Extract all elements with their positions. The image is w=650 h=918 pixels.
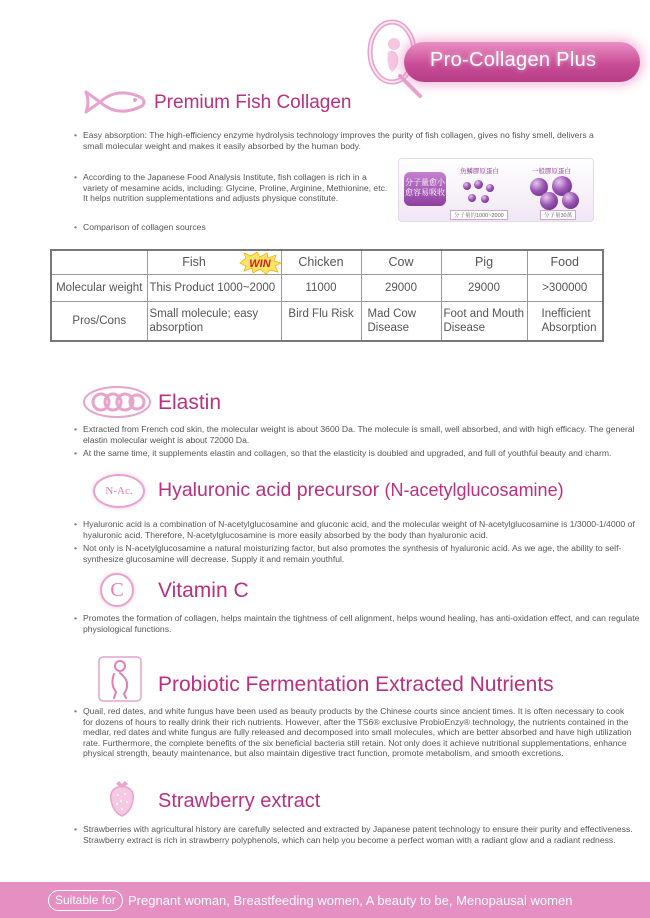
table-cell: 29000 [361,274,441,301]
table-cell: Mad Cow Disease [361,301,441,341]
strawberry-bullet-list [74,824,640,848]
fish-bullet-list-2 [74,172,392,207]
fish-bullet-1: • Easy absorption: The high-efficiency enzyme hydrolysis technology improves the purity of fish collagen, gives no fishy smell, delivers a small molecular weight and makes it easily absorbed by the human body. [74,130,606,151]
table-cell: >300000 [527,274,603,301]
table-header-cell: Cow [361,250,441,274]
suitable-for-badge: Suitable for [48,890,123,911]
strawberry-bullet-1: • Strawberries with agricultural history are carefully selected and extracted by Japanese patent technology to ensure their purity and effectiveness. Strawberry extract is rich in strawberry polyphenols, which can help you become a perfect woman with a radiant glow and a radiant redness. [74,824,640,845]
hyaluronic-bullet-2: • Not only is N-acetylglucosamine a natural moisturizing factor, but also promotes the synthesis of hyaluronic acid. As we age, the ability to self-synthesize glucosamine will decrease. Supply it and remain youthful. [74,543,640,564]
vitamin-c-icon [100,573,134,607]
vitamin-c-icon-text: C [110,578,124,601]
molecule-ball-small [468,194,476,202]
fish-icon [80,84,150,120]
comparison-left-caption: 分子量約1000~2000 [450,210,508,220]
hyaluronic-title-sub: (N-acetylglucosamine) [384,480,564,500]
probiotic-bullet-list [74,706,636,762]
hyaluronic-bullet-list [74,519,640,567]
table-cell: Inefficient Absorption [527,301,603,341]
table-header-cell: Fish [147,250,281,274]
table-row-label: Pros/Cons [51,301,147,341]
pregnant-woman-icon [98,656,142,702]
table-header-cell: Food [527,250,603,274]
probiotic-title: Probiotic Fermentation Extracted Nutrients [158,673,554,696]
table-row [51,274,603,301]
molecule-ball-small [481,195,489,203]
molecule-ball-large [540,192,558,210]
fish-bullet-3: • Comparison of collagen sources [74,222,392,233]
table-header-cell [51,250,147,274]
hyaluronic-title [158,479,564,502]
suitable-for-text: Pregnant woman, Breastfeeding women, A beauty to be, Menopausal women [128,893,573,908]
hyaluronic-title-main: Hyaluronic acid precursor [158,479,380,501]
comparison-box-label: 分子量愈小 愈容易吸收 [404,172,446,206]
molecule-ball-small [463,182,471,190]
fish-bullet-2: • According to the Japanese Food Analysis Institute, fish collagen is rich in a variety of mesamine acids, including: Glycine, Proline, Arginine, Methionine, etc. It helps nutrition supplementations and adjusts physique constitute. [74,172,392,204]
fish-collagen-title: Premium Fish Collagen [154,92,352,113]
fish-bullet-list [74,130,606,154]
win-badge-text: WIN [249,258,271,270]
molecule-ball-small [474,180,483,189]
elastin-bullet-1: • Extracted from French cod skin, the molecular weight is about 3600 Da. The molecule is small, well absorbed, and with high efficacy. The general elastin molecular weight is about 72000 Da. [74,424,640,445]
table-cell: Foot and Mouth Disease [441,301,527,341]
fish-bullet-list-3 [74,222,392,236]
elastin-icon [82,385,152,419]
win-badge-icon [238,252,282,274]
comparison-right-caption: 分子量30萬 [540,210,576,220]
vitamin-c-bullet-1: • Promotes the formation of collagen, helps maintain the tightness of cell alignment, helps wound healing, has anti-oxidation effect, and can regulate physiological functions. [74,613,642,634]
table-cell: 29000 [441,274,527,301]
probiotic-bullet-1: • Quail, red dates, and white fungus have been used as beauty products by the Chinese courts since ancient times. It is often necessary to cook for dozens of hours to really drink their rich nutrients. However, after the TS6® exclusive ProbioEnzy® technology, the nutrients contained in the medlar, red dates and white fungus are fully released and decomposed into small molecules, which are better absorbed and have high utilization rate. Furthermore, the complete benefits of the six beneficial bacteria still retain. Not only does it achieve nutritional supplementations, enhance physical strength, beauty maintenance, but also maintain digestive tract function, promote metabolism, and smooth excretions. [74,706,636,759]
table-header-cell: Pig [441,250,527,274]
molecule-ball-large [562,192,579,209]
table-cell: This Product 1000~2000 [147,274,281,301]
elastin-bullet-list [74,424,640,462]
n-acetyl-icon [93,474,145,508]
elastin-title: Elastin [158,391,222,414]
comparison-right-label: 一般膠原蛋白 [532,168,571,175]
table-cell: Bird Flu Risk [281,301,361,341]
strawberry-title: Strawberry extract [158,790,321,812]
hyaluronic-bullet-1: • Hyaluronic acid is a combination of N-acetylglucosamine and gluconic acid, and the molecular weight of N-acetylglucosamine is 1/3000-1/4000 of hyaluronic acid. Therefore, N-acetylglucosamine is more easily absorbed by the body than hyaluronic acid. [74,519,640,540]
table-row-label: Molecular weight [51,274,147,301]
n-acetyl-icon-text: N-Ac. [105,485,133,497]
comparison-left-label: 魚鱗膠原蛋白 [460,168,499,175]
vitamin-c-bullet-list [74,613,642,637]
table-cell: Small molecule; easy absorption [147,301,281,341]
molecule-ball-small [486,184,494,192]
table-cell: 11000 [281,274,361,301]
table-header-cell: Chicken [281,250,361,274]
collagen-comparison-table [50,249,604,342]
strawberry-icon [107,780,137,818]
vitamin-c-title: Vitamin C [158,579,249,602]
brand-title: Pro-Collagen Plus [430,49,597,71]
table-header-row [51,250,603,274]
table-row [51,301,603,341]
elastin-bullet-2: • At the same time, it supplements elastin and collagen, so that the elasticity is doubled and upgraded, and full of youthful beauty and charm. [74,448,640,459]
